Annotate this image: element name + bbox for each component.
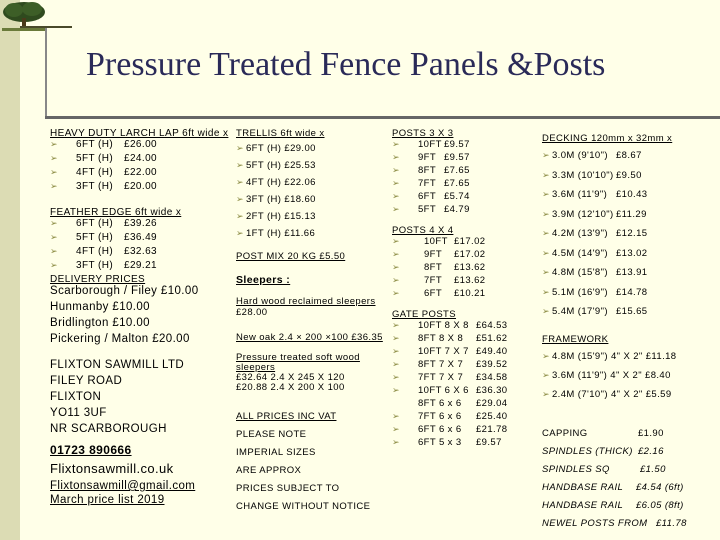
bullet-arrow-icon: ➢ [392, 178, 400, 188]
trellis-item-label: 3FT (H) £18.60 [246, 194, 316, 205]
extra-price: £2.16 [638, 445, 664, 457]
phone-link[interactable]: 01723 890666 [50, 443, 132, 457]
trellis-item-label: 2FT (H) £15.13 [246, 211, 316, 222]
sleepers-heading: Sleepers : [236, 274, 291, 286]
trellis-item [236, 194, 386, 211]
address-line: FILEY ROAD [50, 375, 123, 387]
item-size: 10FT 8 X 8 [418, 320, 469, 331]
bullet-arrow-icon: ➢ [392, 424, 400, 434]
bullet-arrow-icon: ➢ [50, 246, 58, 256]
list-item [392, 288, 532, 301]
reclaimed-sleepers-price: £28.00 [236, 307, 268, 318]
item-size: 3.0M (9'10") [552, 150, 608, 161]
list-item [392, 165, 532, 178]
list-item [392, 262, 532, 275]
note-line: PRICES SUBJECT TO [236, 483, 340, 494]
note-line: CHANGE WITHOUT NOTICE [236, 501, 371, 512]
address-line: FLIXTON SAWMILL LTD [50, 359, 185, 371]
address-block [50, 359, 230, 439]
website-link[interactable]: Flixtonsawmill.co.uk [50, 461, 174, 476]
trellis-item-label: 1FT (H) £11.66 [246, 228, 316, 239]
bullet-arrow-icon: ➢ [50, 218, 58, 228]
extras-item [542, 446, 720, 464]
list-item [392, 152, 532, 165]
extras-list [542, 428, 720, 536]
item-price: £64.53 [476, 320, 508, 331]
item-size: 9FT [418, 152, 437, 163]
item-price: £9.57 [444, 152, 470, 163]
decking-item [542, 228, 720, 248]
list-item [392, 333, 532, 346]
trellis-item [236, 228, 386, 245]
trellis-item-label: 5FT (H) £25.53 [246, 160, 316, 171]
list-item [392, 372, 532, 385]
item-price: £5.74 [444, 191, 470, 202]
softwood-price-1: £32.64 2.4 X 245 X 120 [236, 372, 345, 383]
column-panels [50, 128, 230, 506]
list-item [50, 218, 230, 232]
trellis-item [236, 211, 386, 228]
extras-item [542, 500, 720, 518]
bullet-arrow-icon: ➢ [392, 359, 400, 369]
item-size: 6FT [418, 191, 437, 202]
left-decor-bar [0, 0, 20, 540]
item-size: 3.9M (12'10") [552, 208, 614, 220]
framework-item-label: 2.4M (7'10") 4" X 2" £5.59 [552, 388, 672, 400]
trellis-item [236, 177, 386, 194]
posts33-heading: POSTS 3 X 3 [392, 128, 454, 139]
item-size: 8FT [424, 262, 443, 273]
bullet-arrow-icon: ➢ [392, 152, 400, 162]
item-price: £51.62 [476, 333, 508, 344]
extras-item [542, 428, 720, 446]
list-item [392, 437, 532, 450]
bullet-arrow-icon: ➢ [236, 143, 244, 153]
list-item [392, 359, 532, 372]
list-item [392, 320, 532, 333]
item-price: £9.50 [616, 169, 642, 181]
decking-item [542, 209, 720, 229]
bullet-arrow-icon: ➢ [236, 194, 244, 204]
bullet-arrow-icon: ➢ [542, 267, 550, 277]
bullet-arrow-icon: ➢ [392, 236, 400, 246]
list-item [50, 139, 230, 153]
item-price: £15.65 [616, 306, 648, 317]
extra-price: £11.78 [656, 517, 687, 529]
list-item [50, 260, 230, 274]
bullet-arrow-icon: ➢ [392, 385, 400, 395]
item-price: £49.40 [476, 346, 508, 357]
list-item [392, 204, 532, 217]
price-list-label: March price list 2019 [50, 494, 165, 506]
extra-label: NEWEL POSTS FROM [542, 517, 648, 529]
item-price: £13.02 [616, 247, 648, 259]
bullet-arrow-icon: ➢ [542, 350, 550, 361]
item-size: 6FT 5 x 3 [418, 437, 462, 448]
item-size: 7FT 6 x 6 [418, 411, 462, 422]
item-price: £39.26 [124, 218, 157, 229]
bullet-arrow-icon: ➢ [542, 208, 550, 219]
delivery-line: Hunmanby £10.00 [50, 301, 150, 313]
framework-item [542, 370, 720, 389]
item-price: £8.67 [616, 150, 642, 161]
bullet-arrow-icon: ➢ [392, 139, 400, 149]
framework-item-label: 3.6M (11'9") 4" X 2" £8.40 [552, 369, 671, 381]
item-price: £17.02 [454, 236, 486, 247]
decking-item [542, 306, 720, 326]
bullet-arrow-icon: ➢ [392, 165, 400, 175]
post-mix-label: POST MIX 20 KG £5.50 [236, 251, 346, 262]
bullet-arrow-icon: ➢ [50, 260, 58, 270]
item-price: £21.78 [476, 424, 508, 435]
feather-heading: FEATHER EDGE 6ft wide x [50, 207, 182, 218]
item-size: 10FT [424, 236, 448, 247]
extras-item [542, 464, 720, 482]
item-price: £34.58 [476, 372, 508, 383]
bullet-arrow-icon: ➢ [236, 228, 244, 238]
extra-label: SPINDLES (THICK) [542, 445, 633, 457]
item-size: 3FT (H) [76, 260, 114, 271]
note-line: PLEASE NOTE [236, 429, 307, 440]
decking-item [542, 170, 720, 190]
item-price: £11.29 [616, 208, 647, 220]
bullet-arrow-icon: ➢ [392, 262, 400, 272]
bullet-arrow-icon: ➢ [542, 388, 550, 399]
item-size: 6FT 6 x 6 [418, 424, 462, 435]
delivery-heading: DELIVERY PRICES [50, 274, 146, 285]
item-price: £13.62 [454, 262, 486, 273]
item-size: 4.2M (13'9") [552, 228, 608, 239]
item-price: £7.65 [444, 178, 470, 189]
item-price: £13.62 [454, 275, 486, 286]
gateposts-list [392, 320, 532, 450]
bullet-arrow-icon: ➢ [392, 372, 400, 382]
softwood-sleepers-line2: sleepers [236, 362, 276, 373]
posts33-list [392, 139, 532, 217]
item-price: £20.00 [124, 181, 157, 192]
item-price: £36.30 [476, 385, 508, 396]
bullet-arrow-icon: ➢ [50, 139, 58, 149]
item-size: 7FT [424, 275, 443, 286]
list-item [50, 153, 230, 167]
extra-price: £6.05 (8ft) [636, 499, 684, 511]
decking-item [542, 189, 720, 209]
framework-item [542, 351, 720, 370]
posts44-heading: POSTS 4 X 4 [392, 225, 454, 236]
item-size: 6FT [424, 288, 443, 299]
list-item [392, 139, 532, 152]
trellis-item-label: 4FT (H) £22.06 [246, 177, 316, 188]
bullet-arrow-icon: ➢ [236, 177, 244, 187]
column-decking [542, 133, 720, 536]
delivery-list [50, 285, 230, 349]
list-item [50, 246, 230, 260]
item-size: 8FT 6 x 6 [418, 398, 462, 409]
trellis-list [236, 143, 386, 245]
list-item [392, 424, 532, 437]
address-line: NR SCARBOROUGH [50, 423, 167, 435]
item-size: 5FT (H) [76, 232, 114, 243]
extra-label: HANDBASE RAIL [542, 499, 624, 511]
decking-list [542, 150, 720, 326]
item-price: £29.04 [476, 398, 508, 409]
softwood-price-2: £20.88 2.4 X 200 X 100 [236, 382, 345, 393]
larch-list [50, 139, 230, 195]
extras-item [542, 482, 720, 500]
bullet-arrow-icon: ➢ [542, 189, 550, 199]
decking-heading: DECKING 120mm x 32mm x [542, 133, 673, 144]
item-size: 9FT [424, 249, 443, 260]
bullet-arrow-icon: ➢ [50, 181, 58, 191]
extra-label: CAPPING [542, 427, 588, 439]
title-vertical-rule [45, 28, 47, 118]
item-price: £9.57 [476, 437, 502, 448]
new-oak-label: New oak 2.4 × 200 ×100 £36.35 [236, 332, 383, 343]
item-price: £17.02 [454, 249, 486, 260]
item-size: 5.1M (16'9") [552, 286, 608, 298]
bullet-arrow-icon: ➢ [542, 150, 550, 160]
item-price: £13.91 [616, 267, 648, 278]
larch-heading: HEAVY DUTY LARCH LAP 6ft wide x [50, 128, 229, 139]
note-line: ARE APPROX [236, 465, 302, 476]
bullet-arrow-icon: ➢ [392, 411, 400, 421]
address-line: FLIXTON [50, 391, 102, 403]
bullet-arrow-icon: ➢ [392, 333, 400, 343]
reclaimed-sleepers-label: Hard wood reclaimed sleepers [236, 296, 376, 307]
bullet-arrow-icon: ➢ [392, 191, 400, 201]
extra-label: SPINDLES SQ [542, 463, 610, 475]
title-horizontal-rule [45, 116, 720, 119]
item-size: 5.4M (17'9") [552, 306, 608, 317]
item-size: 7FT 7 X 7 [418, 372, 464, 383]
feather-list [50, 218, 230, 274]
item-price: £24.00 [124, 153, 157, 164]
bullet-arrow-icon: ➢ [542, 247, 550, 258]
list-item [392, 385, 532, 398]
extra-price: £1.90 [638, 427, 664, 439]
item-price: £39.52 [476, 359, 508, 370]
bullet-arrow-icon: ➢ [236, 211, 244, 221]
bullet-arrow-icon: ➢ [392, 249, 400, 259]
delivery-line: Bridlington £10.00 [50, 317, 150, 329]
extra-price: £4.54 (6ft) [636, 481, 684, 493]
list-item [392, 236, 532, 249]
trellis-item [236, 160, 386, 177]
bullet-arrow-icon: ➢ [50, 167, 58, 177]
item-size: 3FT (H) [76, 181, 114, 192]
bullet-arrow-icon: ➢ [542, 369, 550, 380]
item-size: 8FT [418, 165, 437, 176]
bullet-arrow-icon: ➢ [50, 232, 58, 242]
delivery-line: Scarborough / Filey £10.00 [50, 285, 199, 297]
item-size: 6FT (H) [76, 218, 114, 229]
item-size: 10FT [418, 139, 442, 150]
item-price: £29.21 [124, 260, 157, 271]
item-size: 10FT 6 X 6 [418, 385, 469, 396]
framework-heading: FRAMEWORK [542, 333, 609, 345]
page-title: Pressure Treated Fence Panels &Posts [86, 46, 606, 83]
list-item [392, 398, 532, 411]
framework-item [542, 389, 720, 408]
decking-item [542, 267, 720, 287]
column-trellis [236, 128, 386, 519]
decking-item [542, 248, 720, 268]
notes-block [236, 411, 386, 519]
item-price: £7.65 [444, 165, 470, 176]
bullet-arrow-icon: ➢ [236, 160, 244, 170]
bullet-arrow-icon: ➢ [542, 169, 550, 180]
item-price: £12.15 [616, 228, 648, 239]
note-line: IMPERIAL SIZES [236, 447, 316, 458]
item-size: 8FT 8 X 8 [418, 333, 464, 344]
extra-label: HANDBASE RAIL [542, 481, 624, 493]
list-item [392, 346, 532, 359]
address-line: YO11 3UF [50, 407, 107, 419]
bullet-arrow-icon: ➢ [392, 288, 400, 298]
bullet-arrow-icon: ➢ [50, 153, 58, 163]
bullet-arrow-icon: ➢ [392, 204, 400, 214]
trellis-item-label: 6FT (H) £29.00 [246, 143, 316, 154]
item-size: 7FT [418, 178, 437, 189]
item-price: £32.63 [124, 246, 157, 257]
list-item [392, 191, 532, 204]
note-line: ALL PRICES INC VAT [236, 411, 337, 422]
item-size: 3.6M (11'9") [552, 189, 608, 200]
column-posts [392, 128, 532, 450]
framework-item-label: 4.8M (15'9") 4" X 2" £11.18 [552, 350, 677, 362]
item-size: 4FT (H) [76, 246, 114, 257]
item-size: 3.3M (10'10") [552, 169, 614, 181]
bullet-arrow-icon: ➢ [392, 320, 400, 330]
list-item [392, 178, 532, 191]
item-size: 10FT 7 X 7 [418, 346, 469, 357]
posts44-list [392, 236, 532, 301]
bullet-arrow-icon: ➢ [392, 437, 400, 447]
item-price: £25.40 [476, 411, 508, 422]
bullet-arrow-icon: ➢ [392, 275, 400, 285]
item-price: £10.21 [454, 288, 486, 299]
item-size: 5FT [418, 204, 437, 215]
email-link[interactable]: Flixtonsawmill@gmail.com [50, 480, 196, 492]
list-item [50, 181, 230, 195]
decking-item [542, 287, 720, 307]
trellis-heading: TRELLIS 6ft wide x [236, 128, 325, 139]
trellis-item [236, 143, 386, 160]
item-price: £10.43 [616, 189, 648, 200]
bullet-arrow-icon: ➢ [542, 306, 550, 316]
bullet-arrow-icon: ➢ [542, 228, 550, 238]
item-price: £36.49 [124, 232, 157, 243]
item-price: £9.57 [444, 139, 470, 150]
delivery-line: Pickering / Malton £20.00 [50, 333, 190, 345]
item-price: £22.00 [124, 167, 157, 178]
item-size: 4FT (H) [76, 167, 114, 178]
bullet-arrow-icon: ➢ [542, 286, 550, 297]
item-size: 8FT 7 X 7 [418, 359, 464, 370]
item-price: £14.78 [616, 286, 648, 298]
item-size: 6FT (H) [76, 139, 114, 150]
gateposts-heading: GATE POSTS [392, 309, 457, 320]
extra-price: £1.50 [640, 463, 666, 475]
list-item [392, 249, 532, 262]
extras-item [542, 518, 720, 536]
list-item [50, 232, 230, 246]
bullet-arrow-icon: ➢ [392, 346, 400, 356]
list-item [50, 167, 230, 181]
framework-list [542, 351, 720, 408]
list-item [392, 275, 532, 288]
item-size: 5FT (H) [76, 153, 114, 164]
list-item [392, 411, 532, 424]
item-size: 4.8M (15'8") [552, 267, 608, 278]
item-size: 4.5M (14'9") [552, 247, 608, 259]
item-price: £26.00 [124, 139, 157, 150]
item-price: £4.79 [444, 204, 470, 215]
softwood-sleepers-line1: Pressure treated soft wood [236, 352, 360, 363]
decking-item [542, 150, 720, 170]
